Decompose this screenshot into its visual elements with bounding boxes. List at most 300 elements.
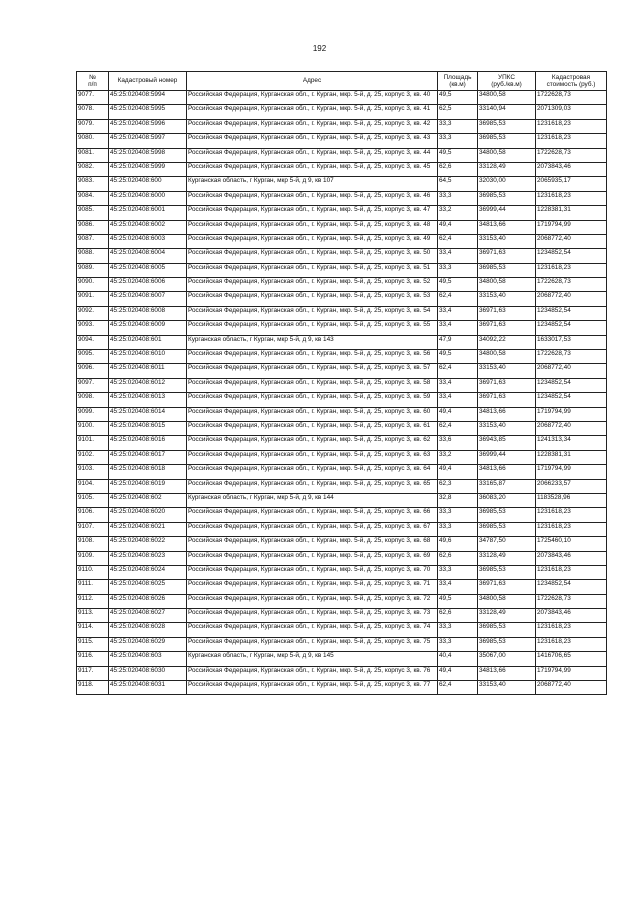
cell-cadastral-number: 45:25:020408:6010: [109, 350, 187, 364]
table-row: [77, 177, 607, 191]
cell-address: Российская Федерация, Курганская обл., г. Курган, мкр. 5-й, д. 25, корпус 3, кв. 54: [187, 306, 438, 320]
cell-cadastral-cost: 2073843,46: [536, 609, 607, 623]
cell-address: Российская Федерация, Курганская обл., г. Курган, мкр. 5-й, д. 25, корпус 3, кв. 46: [187, 191, 438, 205]
cell-upks: 36985,53: [478, 623, 536, 637]
cell-area: 62,5: [438, 105, 478, 119]
table-row: [77, 450, 607, 464]
cell-address: Российская Федерация, Курганская обл., г. Курган, мкр. 5-й, д. 25, корпус 3, кв. 57: [187, 364, 438, 378]
cell-area: 49,5: [438, 594, 478, 608]
cell-upks: 33153,40: [478, 421, 536, 435]
cell-num: 9113.: [77, 609, 109, 623]
cell-area: 47,9: [438, 335, 478, 349]
cell-address: Российская Федерация, Курганская обл., г. Курган, мкр. 5-й, д. 25, корпус 3, кв. 53: [187, 292, 438, 306]
cell-num: 9082.: [77, 162, 109, 176]
cell-num: 9114.: [77, 623, 109, 637]
cell-upks: 36971,63: [478, 580, 536, 594]
cell-cadastral-cost: 1719794,99: [536, 666, 607, 680]
cell-address: Российская Федерация, Курганская обл., г. Курган, мкр. 5-й, д. 25, корпус 3, кв. 67: [187, 522, 438, 536]
table-row: [77, 220, 607, 234]
cell-area: 62,4: [438, 292, 478, 306]
cell-cadastral-cost: 1231618,23: [536, 119, 607, 133]
cell-cadastral-cost: 1234852,54: [536, 306, 607, 320]
cell-address: Российская Федерация, Курганская обл., г. Курган, мкр. 5-й, д. 25, корпус 3, кв. 61: [187, 421, 438, 435]
table-row: [77, 393, 607, 407]
cell-upks: 34800,58: [478, 148, 536, 162]
cell-cadastral-number: 45:25:020408:6022: [109, 537, 187, 551]
table-row: [77, 162, 607, 176]
cell-cadastral-cost: 1183528,96: [536, 493, 607, 507]
cell-num: 9105.: [77, 493, 109, 507]
cell-address: Российская Федерация, Курганская обл., г. Курган, мкр. 5-й, д. 25, корпус 3, кв. 71: [187, 580, 438, 594]
cell-area: 62,4: [438, 421, 478, 435]
cell-num: 9115.: [77, 637, 109, 651]
cell-cadastral-cost: 1231618,23: [536, 263, 607, 277]
cell-upks: 33128,49: [478, 551, 536, 565]
cell-area: 33,2: [438, 206, 478, 220]
cell-num: 9104.: [77, 479, 109, 493]
cell-area: 33,3: [438, 623, 478, 637]
cell-upks: 34092,22: [478, 335, 536, 349]
cell-address: Российская Федерация, Курганская обл., г. Курган, мкр. 5-й, д. 25, корпус 3, кв. 42: [187, 119, 438, 133]
cell-address: Российская Федерация, Курганская обл., г. Курган, мкр. 5-й, д. 25, корпус 3, кв. 43: [187, 134, 438, 148]
cell-area: 33,6: [438, 436, 478, 450]
table-row: [77, 479, 607, 493]
cell-address: Российская Федерация, Курганская обл., г. Курган, мкр. 5-й, д. 25, корпус 3, кв. 73: [187, 609, 438, 623]
table-row: [77, 609, 607, 623]
cell-num: 9085.: [77, 206, 109, 220]
cell-address: Российская Федерация, Курганская обл., г. Курган, мкр. 5-й, д. 25, корпус 3, кв. 56: [187, 350, 438, 364]
cell-upks: 36985,53: [478, 263, 536, 277]
cell-cadastral-number: 45:25:020408:5995: [109, 105, 187, 119]
cell-cadastral-number: 45:25:020408:6029: [109, 637, 187, 651]
cell-cadastral-cost: 1633017,53: [536, 335, 607, 349]
cell-num: 9092.: [77, 306, 109, 320]
cell-area: 49,5: [438, 91, 478, 105]
cell-num: 9084.: [77, 191, 109, 205]
cell-cadastral-cost: 1228381,31: [536, 206, 607, 220]
cell-cadastral-number: 45:25:020408:6002: [109, 220, 187, 234]
cell-num: 9100.: [77, 421, 109, 435]
cell-num: 9116.: [77, 652, 109, 666]
cell-address: Курганская область, г Курган, мкр 5-й, д 9, кв 145: [187, 652, 438, 666]
cell-upks: 34813,66: [478, 407, 536, 421]
cell-area: 32,8: [438, 493, 478, 507]
cell-area: 33,3: [438, 134, 478, 148]
cell-upks: 34813,66: [478, 220, 536, 234]
cell-cadastral-number: 45:25:020408:6007: [109, 292, 187, 306]
cell-upks: 36985,53: [478, 522, 536, 536]
cell-upks: 34813,66: [478, 666, 536, 680]
cell-num: 9077.: [77, 91, 109, 105]
cell-cadastral-cost: 1234852,54: [536, 249, 607, 263]
table-row: [77, 249, 607, 263]
cell-cadastral-number: 45:25:020408:5997: [109, 134, 187, 148]
cell-area: 64,5: [438, 177, 478, 191]
cell-cadastral-number: 45:25:020408:6020: [109, 508, 187, 522]
cell-upks: 34787,50: [478, 537, 536, 551]
cell-num: 9106.: [77, 508, 109, 522]
cell-num: 9086.: [77, 220, 109, 234]
header-area: Площадь (кв.м): [438, 72, 478, 91]
cell-upks: 36971,63: [478, 393, 536, 407]
cell-address: Российская Федерация, Курганская обл., г. Курган, мкр. 5-й, д. 25, корпус 3, кв. 47: [187, 206, 438, 220]
cell-num: 9109.: [77, 551, 109, 565]
cell-cadastral-number: 45:25:020408:5996: [109, 119, 187, 133]
cell-address: Российская Федерация, Курганская обл., г. Курган, мкр. 5-й, д. 25, корпус 3, кв. 50: [187, 249, 438, 263]
cell-upks: 33140,94: [478, 105, 536, 119]
cell-cadastral-cost: 2066233,57: [536, 479, 607, 493]
cell-address: Российская Федерация, Курганская обл., г. Курган, мкр. 5-й, д. 25, корпус 3, кв. 66: [187, 508, 438, 522]
cell-cadastral-cost: 1231618,23: [536, 623, 607, 637]
cell-upks: 36985,53: [478, 191, 536, 205]
cell-cadastral-cost: 2068772,40: [536, 681, 607, 695]
cell-address: Российская Федерация, Курганская обл., г. Курган, мкр. 5-й, д. 25, корпус 3, кв. 40: [187, 91, 438, 105]
cell-address: Российская Федерация, Курганская обл., г. Курган, мкр. 5-й, д. 25, корпус 3, кв. 48: [187, 220, 438, 234]
cell-address: Российская Федерация, Курганская обл., г. Курган, мкр. 5-й, д. 25, корпус 3, кв. 64: [187, 465, 438, 479]
cell-area: 33,4: [438, 378, 478, 392]
table-row: [77, 537, 607, 551]
cell-cadastral-number: 45:25:020408:6026: [109, 594, 187, 608]
cell-cadastral-cost: 2065935,17: [536, 177, 607, 191]
table-row: [77, 493, 607, 507]
table-row: [77, 465, 607, 479]
cell-address: Российская Федерация, Курганская обл., г. Курган, мкр. 5-й, д. 25, корпус 3, кв. 70: [187, 565, 438, 579]
table-row: [77, 407, 607, 421]
cell-area: 33,3: [438, 119, 478, 133]
cell-cadastral-cost: 1234852,54: [536, 393, 607, 407]
cell-area: 33,4: [438, 249, 478, 263]
cell-cadastral-cost: 2068772,40: [536, 364, 607, 378]
cell-cadastral-number: 45:25:020408:601: [109, 335, 187, 349]
cell-upks: 34800,58: [478, 91, 536, 105]
cell-area: 49,4: [438, 465, 478, 479]
cell-num: 9087.: [77, 234, 109, 248]
cell-cadastral-number: 45:25:020408:6014: [109, 407, 187, 421]
cell-upks: 34800,58: [478, 350, 536, 364]
cell-area: 62,6: [438, 162, 478, 176]
cell-cadastral-cost: 1241313,34: [536, 436, 607, 450]
cell-cadastral-number: 45:25:020408:602: [109, 493, 187, 507]
cell-area: 40,4: [438, 652, 478, 666]
cell-address: Российская Федерация, Курганская обл., г. Курган, мкр. 5-й, д. 25, корпус 3, кв. 75: [187, 637, 438, 651]
table-row: [77, 594, 607, 608]
cell-num: 9078.: [77, 105, 109, 119]
cell-area: 49,5: [438, 278, 478, 292]
cell-num: 9098.: [77, 393, 109, 407]
table-row: [77, 551, 607, 565]
cell-area: 49,4: [438, 666, 478, 680]
cell-upks: 33153,40: [478, 234, 536, 248]
cell-cadastral-cost: 2068772,40: [536, 421, 607, 435]
page-number: 192: [312, 44, 327, 53]
cell-area: 33,4: [438, 393, 478, 407]
cell-cadastral-number: 45:25:020408:6017: [109, 450, 187, 464]
table-row: [77, 364, 607, 378]
cell-cadastral-number: 45:25:020408:6012: [109, 378, 187, 392]
cell-address: Российская Федерация, Курганская обл., г. Курган, мкр. 5-й, д. 25, корпус 3, кв. 74: [187, 623, 438, 637]
cell-area: 49,6: [438, 537, 478, 551]
cell-cadastral-number: 45:25:020408:603: [109, 652, 187, 666]
cell-upks: 36999,44: [478, 450, 536, 464]
cell-cadastral-cost: 1231618,23: [536, 134, 607, 148]
cell-num: 9110.: [77, 565, 109, 579]
cell-address: Российская Федерация, Курганская обл., г. Курган, мкр. 5-й, д. 25, корпус 3, кв. 55: [187, 321, 438, 335]
cell-num: 9099.: [77, 407, 109, 421]
cell-num: 9111.: [77, 580, 109, 594]
cell-cadastral-number: 45:25:020408:6003: [109, 234, 187, 248]
cell-upks: 34813,66: [478, 465, 536, 479]
cell-upks: 33128,49: [478, 609, 536, 623]
cell-num: 9080.: [77, 134, 109, 148]
cell-cadastral-cost: 1231618,23: [536, 637, 607, 651]
cell-address: Российская Федерация, Курганская обл., г. Курган, мкр. 5-й, д. 25, корпус 3, кв. 62: [187, 436, 438, 450]
cell-cadastral-cost: 1234852,54: [536, 580, 607, 594]
cell-address: Российская Федерация, Курганская обл., г. Курган, мкр. 5-й, д. 25, корпус 3, кв. 68: [187, 537, 438, 551]
table-row: [77, 681, 607, 695]
cell-cadastral-number: 45:25:020408:5999: [109, 162, 187, 176]
table-row: [77, 278, 607, 292]
cell-cadastral-number: 45:25:020408:5994: [109, 91, 187, 105]
cell-area: 33,4: [438, 580, 478, 594]
cell-num: 9112.: [77, 594, 109, 608]
cell-cadastral-cost: 2073843,46: [536, 551, 607, 565]
cell-num: 9079.: [77, 119, 109, 133]
cell-upks: 33128,49: [478, 162, 536, 176]
cell-cadastral-number: 45:25:020408:6028: [109, 623, 187, 637]
table-row: [77, 623, 607, 637]
cell-cadastral-number: 45:25:020408:6006: [109, 278, 187, 292]
cell-cadastral-number: 45:25:020408:6024: [109, 565, 187, 579]
cell-cadastral-number: 45:25:020408:600: [109, 177, 187, 191]
cell-cadastral-number: 45:25:020408:6018: [109, 465, 187, 479]
table-row: [77, 580, 607, 594]
cell-cadastral-number: 45:25:020408:6016: [109, 436, 187, 450]
cell-cadastral-number: 45:25:020408:6008: [109, 306, 187, 320]
cell-upks: 36985,53: [478, 508, 536, 522]
cell-cadastral-cost: 1231618,23: [536, 508, 607, 522]
table-row: [77, 421, 607, 435]
cell-cadastral-cost: 1722628,73: [536, 594, 607, 608]
cell-address: Российская Федерация, Курганская обл., г. Курган, мкр. 5-й, д. 25, корпус 3, кв. 41: [187, 105, 438, 119]
cell-cadastral-number: 45:25:020408:6030: [109, 666, 187, 680]
cell-address: Курганская область, г Курган, мкр 5-й, д 9, кв 143: [187, 335, 438, 349]
cell-cadastral-cost: 1719794,99: [536, 220, 607, 234]
cell-cadastral-number: 45:25:020408:6009: [109, 321, 187, 335]
cell-num: 9107.: [77, 522, 109, 536]
cell-num: 9094.: [77, 335, 109, 349]
cell-upks: 36971,63: [478, 306, 536, 320]
cell-address: Российская Федерация, Курганская обл., г. Курган, мкр. 5-й, д. 25, корпус 3, кв. 69: [187, 551, 438, 565]
cell-cadastral-cost: 1725460,10: [536, 537, 607, 551]
cell-area: 62,6: [438, 609, 478, 623]
cell-address: Российская Федерация, Курганская обл., г. Курган, мкр. 5-й, д. 25, корпус 3, кв. 63: [187, 450, 438, 464]
cell-address: Российская Федерация, Курганская обл., г. Курган, мкр. 5-й, д. 25, корпус 3, кв. 60: [187, 407, 438, 421]
cell-num: 9090.: [77, 278, 109, 292]
cell-address: Российская Федерация, Курганская обл., г. Курган, мкр. 5-й, д. 25, корпус 3, кв. 65: [187, 479, 438, 493]
cell-address: Российская Федерация, Курганская обл., г. Курган, мкр. 5-й, д. 25, корпус 3, кв. 77: [187, 681, 438, 695]
cell-address: Российская Федерация, Курганская обл., г. Курган, мкр. 5-й, д. 25, корпус 3, кв. 72: [187, 594, 438, 608]
cell-cadastral-cost: 1722628,73: [536, 350, 607, 364]
table-row: [77, 91, 607, 105]
cadastral-table: [76, 71, 607, 695]
cell-address: Российская Федерация, Курганская обл., г. Курган, мкр. 5-й, д. 25, корпус 3, кв. 59: [187, 393, 438, 407]
cell-address: Российская Федерация, Курганская обл., г. Курган, мкр. 5-й, д. 25, корпус 3, кв. 44: [187, 148, 438, 162]
cell-cadastral-cost: 1231618,23: [536, 565, 607, 579]
cell-num: 9081.: [77, 148, 109, 162]
table-row: [77, 522, 607, 536]
cell-cadastral-cost: 1228381,31: [536, 450, 607, 464]
cell-cadastral-number: 45:25:020408:6013: [109, 393, 187, 407]
cell-upks: 34800,58: [478, 594, 536, 608]
cell-cadastral-cost: 1234852,54: [536, 378, 607, 392]
cell-cadastral-number: 45:25:020408:6019: [109, 479, 187, 493]
cell-cadastral-cost: 1722628,73: [536, 91, 607, 105]
table-row: [77, 206, 607, 220]
table-row: [77, 306, 607, 320]
cell-area: 33,3: [438, 522, 478, 536]
cell-cadastral-cost: 1416706,65: [536, 652, 607, 666]
table-row: [77, 119, 607, 133]
cell-upks: 36083,20: [478, 493, 536, 507]
cell-num: 9117.: [77, 666, 109, 680]
cell-area: 62,4: [438, 681, 478, 695]
table-header: [77, 72, 607, 91]
table-body: [77, 91, 607, 695]
table-row: [77, 378, 607, 392]
cell-cadastral-cost: 1719794,99: [536, 465, 607, 479]
cell-cadastral-cost: 1719794,99: [536, 407, 607, 421]
cell-cadastral-cost: 2068772,40: [536, 292, 607, 306]
cell-cadastral-number: 45:25:020408:6031: [109, 681, 187, 695]
header-cadastral-number: Кадастровый номер: [109, 72, 187, 91]
cell-area: 33,3: [438, 565, 478, 579]
cell-address: Российская Федерация, Курганская обл., г. Курган, мкр. 5-й, д. 25, корпус 3, кв. 51: [187, 263, 438, 277]
cell-upks: 36971,63: [478, 378, 536, 392]
cell-num: 9096.: [77, 364, 109, 378]
cell-cadastral-number: 45:25:020408:6001: [109, 206, 187, 220]
cell-cadastral-number: 45:25:020408:5998: [109, 148, 187, 162]
cell-upks: 33153,40: [478, 681, 536, 695]
cell-num: 9118.: [77, 681, 109, 695]
cell-upks: 32030,00: [478, 177, 536, 191]
cell-cadastral-number: 45:25:020408:6005: [109, 263, 187, 277]
table-row: [77, 134, 607, 148]
cell-num: 9108.: [77, 537, 109, 551]
cell-cadastral-cost: 1722628,73: [536, 278, 607, 292]
table-row: [77, 292, 607, 306]
cell-num: 9089.: [77, 263, 109, 277]
cell-cadastral-cost: 1231618,23: [536, 191, 607, 205]
table-row: [77, 666, 607, 680]
table-row: [77, 436, 607, 450]
cell-address: Российская Федерация, Курганская обл., г. Курган, мкр. 5-й, д. 25, корпус 3, кв. 45: [187, 162, 438, 176]
cell-area: 33,3: [438, 191, 478, 205]
cell-area: 49,5: [438, 350, 478, 364]
cell-upks: 36985,53: [478, 637, 536, 651]
cell-cadastral-cost: 2068772,40: [536, 234, 607, 248]
cell-upks: 33153,40: [478, 292, 536, 306]
table-row: [77, 637, 607, 651]
cell-area: 62,3: [438, 479, 478, 493]
cell-num: 9083.: [77, 177, 109, 191]
table-row: [77, 321, 607, 335]
cell-cadastral-number: 45:25:020408:6023: [109, 551, 187, 565]
cell-upks: 36985,53: [478, 134, 536, 148]
table-row: [77, 508, 607, 522]
cell-num: 9101.: [77, 436, 109, 450]
cell-num: 9088.: [77, 249, 109, 263]
cell-area: 49,4: [438, 407, 478, 421]
cell-upks: 36971,63: [478, 249, 536, 263]
cell-cadastral-number: 45:25:020408:6011: [109, 364, 187, 378]
table-row: [77, 565, 607, 579]
table-row: [77, 335, 607, 349]
cell-cadastral-cost: 1234852,54: [536, 321, 607, 335]
cell-address: Российская Федерация, Курганская обл., г. Курган, мкр. 5-й, д. 25, корпус 3, кв. 76: [187, 666, 438, 680]
cell-num: 9095.: [77, 350, 109, 364]
cell-cadastral-number: 45:25:020408:6027: [109, 609, 187, 623]
cell-address: Российская Федерация, Курганская обл., г. Курган, мкр. 5-й, д. 25, корпус 3, кв. 49: [187, 234, 438, 248]
cell-cadastral-number: 45:25:020408:6015: [109, 421, 187, 435]
cell-cadastral-cost: 1231618,23: [536, 522, 607, 536]
cell-upks: 36985,53: [478, 119, 536, 133]
cell-cadastral-number: 45:25:020408:6021: [109, 522, 187, 536]
cell-area: 33,2: [438, 450, 478, 464]
cell-upks: 36971,63: [478, 321, 536, 335]
cell-area: 33,3: [438, 508, 478, 522]
cell-num: 9093.: [77, 321, 109, 335]
cell-area: 33,4: [438, 306, 478, 320]
cell-address: Курганская область, г Курган, мкр 5-й, д 9, кв 107: [187, 177, 438, 191]
cell-address: Российская Федерация, Курганская обл., г. Курган, мкр. 5-й, д. 25, корпус 3, кв. 52: [187, 278, 438, 292]
table-row: [77, 105, 607, 119]
cell-num: 9091.: [77, 292, 109, 306]
cell-area: 49,5: [438, 148, 478, 162]
header-address: Адрес: [187, 72, 438, 91]
table-row: [77, 263, 607, 277]
cell-area: 62,6: [438, 551, 478, 565]
cell-cadastral-number: 45:25:020408:6000: [109, 191, 187, 205]
cell-area: 33,3: [438, 263, 478, 277]
table-row: [77, 234, 607, 248]
cell-upks: 35067,00: [478, 652, 536, 666]
cell-upks: 36943,85: [478, 436, 536, 450]
cell-cadastral-number: 45:25:020408:6025: [109, 580, 187, 594]
cell-num: 9103.: [77, 465, 109, 479]
table-row: [77, 191, 607, 205]
cell-cadastral-cost: 2073843,46: [536, 162, 607, 176]
table-row: [77, 652, 607, 666]
cell-cadastral-number: 45:25:020408:6004: [109, 249, 187, 263]
cell-address: Российская Федерация, Курганская обл., г. Курган, мкр. 5-й, д. 25, корпус 3, кв. 58: [187, 378, 438, 392]
cell-num: 9097.: [77, 378, 109, 392]
cell-num: 9102.: [77, 450, 109, 464]
cell-upks: 36999,44: [478, 206, 536, 220]
header-num: № п/п: [77, 72, 109, 91]
cell-area: 49,4: [438, 220, 478, 234]
table-row: [77, 350, 607, 364]
cell-area: 33,3: [438, 637, 478, 651]
cell-upks: 33165,87: [478, 479, 536, 493]
header-upks: УПКС (руб./кв.м): [478, 72, 536, 91]
cell-area: 62,4: [438, 364, 478, 378]
cell-cadastral-cost: 2071309,03: [536, 105, 607, 119]
cell-area: 62,4: [438, 234, 478, 248]
cell-upks: 33153,40: [478, 364, 536, 378]
cell-upks: 36985,53: [478, 565, 536, 579]
cell-cadastral-cost: 1722628,73: [536, 148, 607, 162]
cell-address: Курганская область, г Курган, мкр 5-й, д 9, кв 144: [187, 493, 438, 507]
